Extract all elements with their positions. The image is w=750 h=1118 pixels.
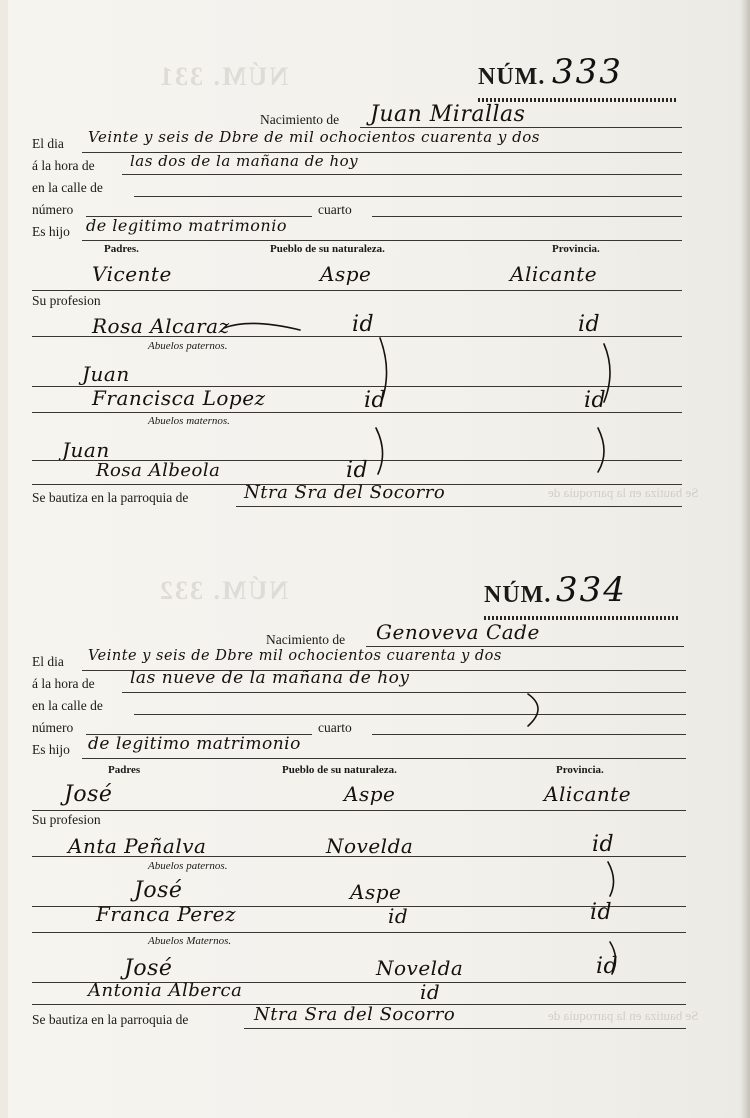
madre-pueblo: Novelda — [326, 834, 414, 858]
abuelos-maternos-label: Abuelos Maternos. — [148, 935, 232, 947]
ab-mat-1: Juan — [62, 438, 110, 462]
flourish-stroke — [528, 694, 538, 726]
record-number-label: NÚM. — [484, 582, 552, 608]
ab-pat-2-provincia: id — [590, 900, 613, 925]
padre-nombre: Vicente — [92, 262, 172, 286]
record-number: 333 — [552, 52, 623, 92]
calle-label: en la calle de — [32, 698, 103, 713]
header-padres: Padres — [108, 764, 141, 776]
hijo-value: de legitimo matrimonio — [86, 216, 287, 235]
nacimiento-name: Juan Mirallas — [370, 102, 526, 127]
padre-provincia: Alicante — [510, 262, 598, 286]
ghost-number-top: NÚM. 331 — [158, 62, 289, 91]
ghost-bautiza-top: Se bautiza en la parroquia de — [548, 485, 699, 500]
ab-pat-2: Franca Perez — [96, 902, 237, 926]
numero-label: número — [32, 720, 74, 735]
hijo-label: Es hijo — [32, 224, 70, 239]
ditto-stroke — [598, 428, 604, 472]
abuelos-paternos-label: Abuelos paternos. — [148, 340, 228, 352]
header-provincia: Provincia. — [552, 243, 600, 255]
ab-mat-2: Rosa Albeola — [96, 460, 221, 481]
header-pueblo: Pueblo de su naturaleza. — [270, 243, 385, 255]
madre-pueblo: id — [352, 312, 375, 337]
padre-nombre: José — [64, 782, 113, 807]
ditto-stroke — [604, 344, 610, 402]
header-pueblo: Pueblo de su naturaleza. — [282, 764, 397, 776]
nacimiento-label: Nacimiento de — [260, 112, 340, 127]
ab-mat-2-pueblo: id — [346, 458, 369, 483]
record-number-label: NÚM. — [478, 64, 546, 90]
dia-value: Veinte y seis de Dbre mil ochocientos cuarenta y dos — [88, 648, 502, 664]
numero-label: número — [32, 202, 74, 217]
ab-mat-2-pueblo: id — [420, 980, 441, 1004]
ab-pat-2: Francisca Lopez — [92, 386, 266, 410]
header-provincia: Provincia. — [556, 764, 604, 776]
madre-provincia: id — [578, 312, 601, 337]
bautiza-label: Se bautiza en la parroquia de — [32, 490, 189, 505]
header-padres: Padres. — [104, 243, 139, 255]
abuelos-paternos-label: Abuelos paternos. — [148, 860, 228, 872]
nacimiento-label: Nacimiento de — [266, 632, 346, 647]
ab-pat-1-pueblo: Aspe — [350, 880, 402, 904]
dia-label: El dia — [32, 654, 64, 669]
hijo-value: de legitimo matrimonio — [88, 734, 301, 754]
dia-value: Veinte y seis de Dbre de mil ochocientos cuarenta y dos — [88, 128, 540, 146]
ab-pat-1: Juan — [82, 362, 130, 386]
ditto-stroke — [608, 862, 614, 896]
profesion-label: Su profesion — [32, 293, 101, 308]
ab-mat-1: José — [124, 956, 173, 981]
profesion-label: Su profesion — [32, 812, 101, 827]
padre-pueblo: Aspe — [344, 782, 396, 806]
bautiza-label: Se bautiza en la parroquia de — [32, 1012, 189, 1027]
ab-pat-2-pueblo: id — [364, 388, 387, 413]
record-number: 334 — [556, 570, 627, 610]
ab-pat-2-provincia: id — [584, 388, 607, 413]
ab-pat-1: José — [134, 878, 183, 903]
dia-label: El dia — [32, 136, 64, 151]
hora-label: á la hora de — [32, 676, 95, 691]
cuarto-label: cuarto — [318, 720, 352, 735]
cuarto-label: cuarto — [318, 202, 352, 217]
flourish-stroke — [224, 323, 300, 330]
madre-nombre: Anta Peñalva — [68, 834, 207, 858]
hora-value: las dos de la mañana de hoy — [130, 152, 359, 170]
nacimiento-name: Genoveva Cade — [376, 620, 540, 644]
madre-nombre: Rosa Alcaraz — [92, 314, 230, 338]
ditto-stroke — [376, 428, 383, 474]
ditto-stroke — [610, 942, 616, 974]
hora-label: á la hora de — [32, 158, 95, 173]
madre-provincia: id — [592, 832, 615, 857]
bautiza-value: Ntra Sra del Socorro — [244, 482, 446, 503]
calle-label: en la calle de — [32, 180, 103, 195]
ab-pat-2-pueblo: id — [388, 904, 409, 928]
abuelos-maternos-label: Abuelos maternos. — [148, 415, 230, 427]
ab-mat-1-pueblo: Novelda — [376, 956, 464, 980]
ab-mat-2: Antonia Alberca — [88, 980, 243, 1001]
ditto-stroke — [380, 338, 387, 400]
ghost-number-bottom: NÚM. 332 — [158, 576, 289, 605]
hijo-label: Es hijo — [32, 742, 70, 757]
padre-pueblo: Aspe — [320, 262, 372, 286]
bautiza-value: Ntra Sra del Socorro — [254, 1004, 456, 1025]
ab-mat-1-provincia: id — [596, 954, 619, 979]
padre-provincia: Alicante — [544, 782, 632, 806]
hora-value: las nueve de la mañana de hoy — [130, 668, 410, 688]
ghost-bautiza-bottom: Se bautiza en la parroquia de — [548, 1008, 699, 1023]
